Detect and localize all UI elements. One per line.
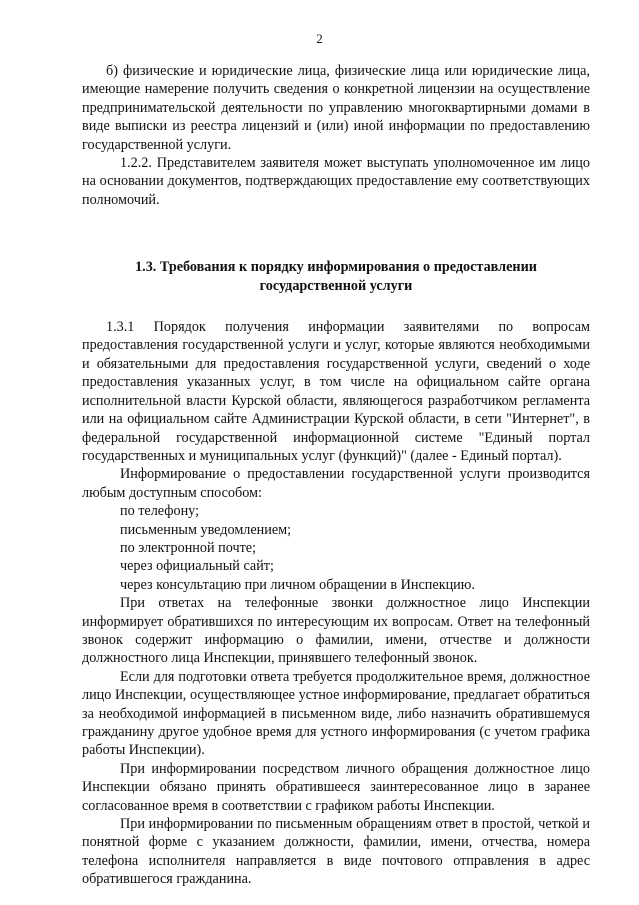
paragraph-1-2-2: 1.2.2. Представителем заявителя может выступать уполномоченное им лицо на основании документов, подтверждающих предоставление ему соответствующих полномочий. xyxy=(82,155,590,208)
paragraph-long-preparation: Если для подготовки ответа требуется продолжительное время, должностное лицо Инспекции, осуществляющее устное информирование, предлагает обратиться за необходимой информацией в письменном виде, либо назначить обратившемуся гражданину другое удобное время для устного информирования (с учетом графика работы Инспекции). xyxy=(82,668,590,759)
paragraph-phone-answers: При ответах на телефонные звонки должностное лицо Инспекции информирует обратившихся по интересующим их вопросам. Ответ на телефонный звонок содержит информацию о фамилии, имени, отчестве и должности должностного лица Инспекции, принявшего телефонный звонок. xyxy=(82,595,590,667)
list-item: письменным уведомлением; xyxy=(120,521,292,538)
paragraph-1-3-1: 1.3.1 Порядок получения информации заявителями по вопросам предоставления государственной услуги и услуг, которые являются необходимыми и обязательными для предоставления государственной услуги, сведений о ходе предоставления указанных услуг, в том числе на официальном сайте органа исполнительной власти Курской области, являющегося разработчиком регламента или на официальном сайте Администрации Курской области, в сети "Интернет", в федеральной государственной информационной системе "Единый портал государственных и муниципальных услуг (функций)" (далее - Единый портал). xyxy=(82,319,590,464)
list-item: по электронной почте; xyxy=(120,539,257,556)
list-item: по телефону; xyxy=(120,503,200,520)
section-heading-1-3: 1.3. Требования к порядку информирования о предоставлении государственной услуги xyxy=(135,259,537,294)
page-number: 2 xyxy=(316,31,323,46)
list-item: через консультацию при личном обращении в Инспекцию. xyxy=(120,576,475,593)
list-item: через официальный сайт; xyxy=(120,558,274,575)
paragraph-written-requests: При информировании по письменным обращениям ответ в простой, четкой и понятной форме с указанием должности, фамилии, имени, отчества, номера телефона исполнителя направляется в виде почтового отправления в адрес обратившегося гражданина. xyxy=(82,816,590,888)
paragraph-personal-visit: При информировании посредством личного обращения должностное лицо Инспекции обязано принять обратившееся заинтересованное лицо в заранее согласованное время в соответствии с графиком работы Инспекции. xyxy=(82,760,590,814)
informing-methods-list xyxy=(82,502,590,594)
document-body xyxy=(82,62,590,889)
paragraph-applicants-b: б) физические и юридические лица, физические лица или юридические лица, имеющие намерение получить сведения о конкретной лицензии на осуществление предпринимательской деятельности по управлению многоквартирными домами в виде выписки из реестра лицензий и (или) иной информации по предоставлению государственной услуги. xyxy=(82,63,590,153)
paragraph-informing-methods: Информирование о предоставлении государственной услуги производится любым доступным способом: xyxy=(82,466,590,501)
